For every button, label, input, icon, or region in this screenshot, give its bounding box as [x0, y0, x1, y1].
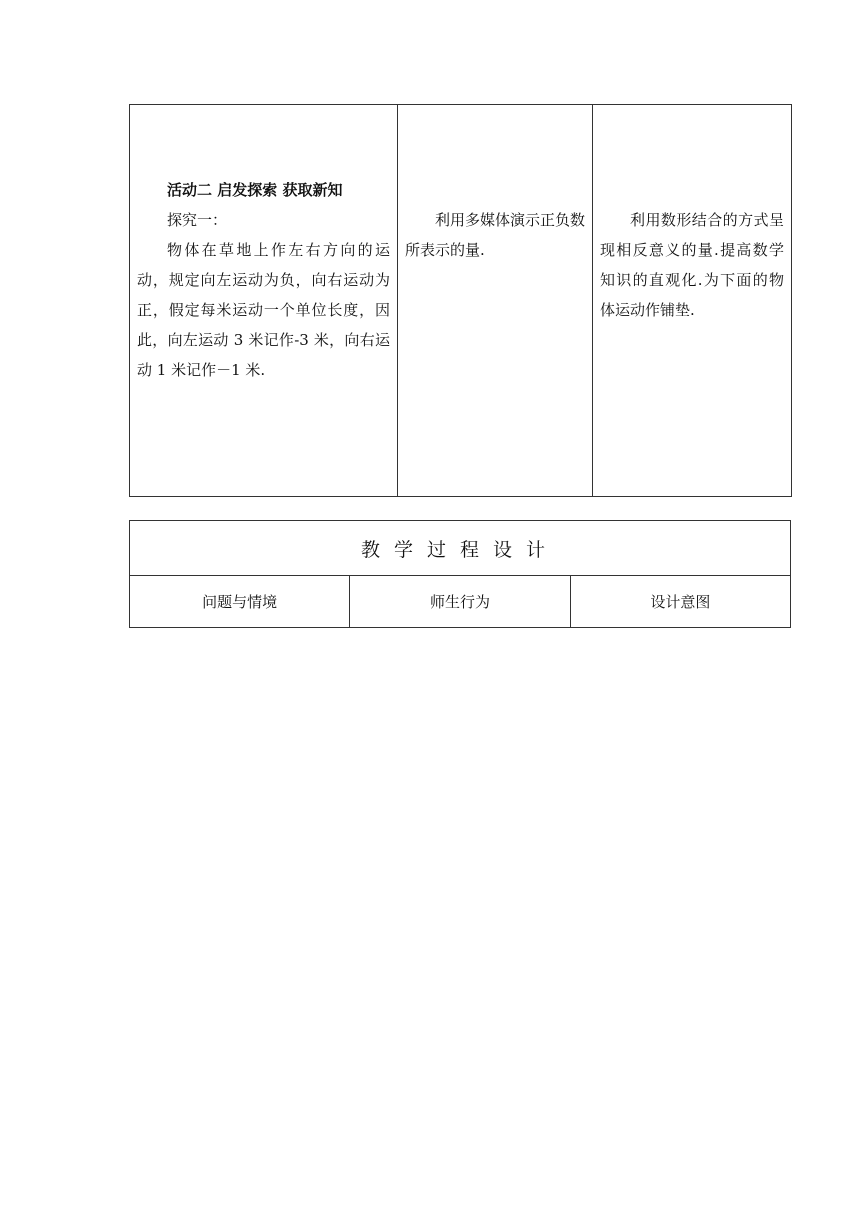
problem-paragraph: 物体在草地上作左右方向的运动，规定向左运动为负，向右运动为正，假定每米运动一个单位长度，因此，向左运动 3 米记作-3 米，向右运动 1 米记作－1 米. [137, 241, 390, 379]
process-table [129, 520, 791, 628]
problem-cell [130, 105, 398, 497]
table-row [130, 576, 791, 628]
teacher-student-cell [398, 105, 593, 497]
activity-table [129, 104, 792, 497]
teacher-student-text: 利用多媒体演示正负数所表示的量. [405, 211, 586, 259]
table-row [130, 105, 792, 497]
process-title: 教学过程设计 [130, 521, 791, 576]
subheading: 探究一： [167, 211, 228, 229]
header-behavior: 师生行为 [350, 576, 570, 628]
header-intent: 设计意图 [570, 576, 790, 628]
design-intent-text: 利用数形结合的方式呈现相反意义的量.提高数学知识的直观化.为下面的物体运动作铺垫. [600, 211, 784, 319]
activity-title: 活动二 启发探索 获取新知 [167, 181, 343, 199]
table-row [130, 521, 791, 576]
design-intent-cell [593, 105, 792, 497]
header-problem: 问题与情境 [130, 576, 350, 628]
